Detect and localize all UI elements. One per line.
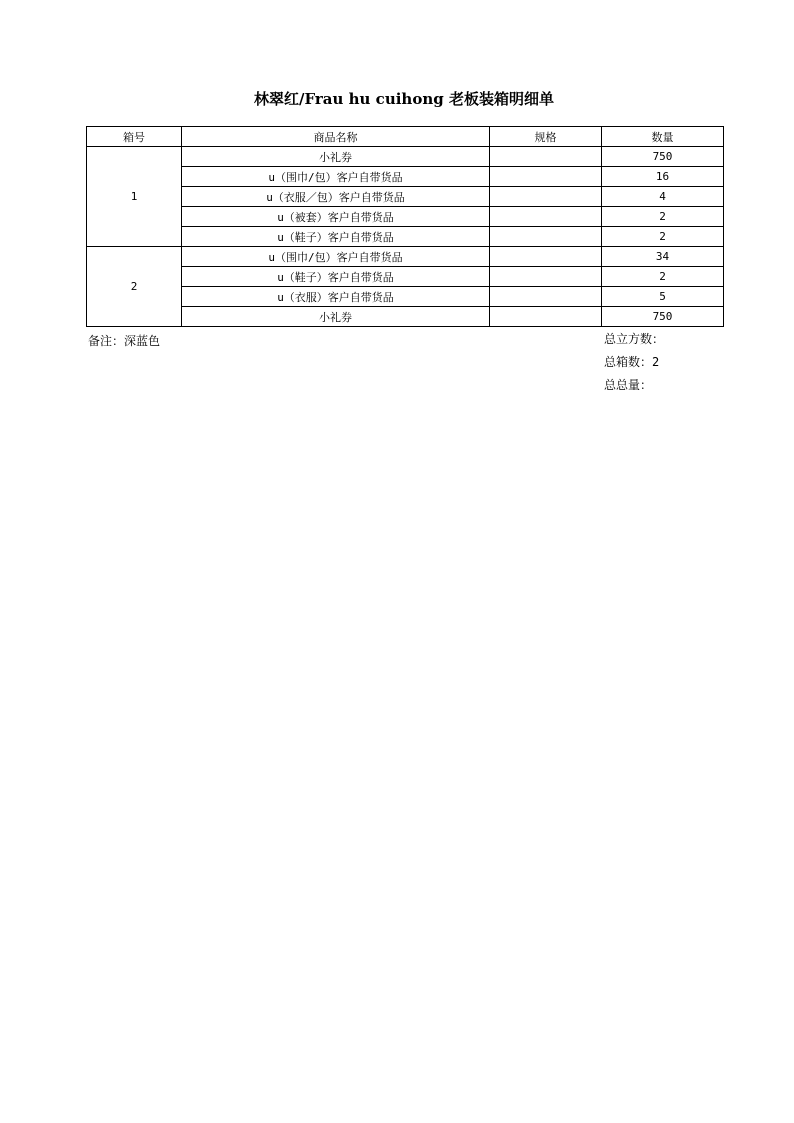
header-quantity: 数量 [602,127,724,147]
table-row [87,147,724,167]
table-row [87,167,724,187]
product-name-cell: u（鞋子）客户自带货品 [182,267,490,287]
spec-cell [490,147,602,167]
quantity-cell: 16 [602,167,724,187]
page-title: 林翠红/Frau hu cuihong 老板装箱明细单 [254,90,554,108]
product-name-cell: 小礼券 [182,307,490,327]
table-row [87,287,724,307]
spec-cell [490,207,602,227]
quantity-cell: 4 [602,187,724,207]
spec-cell [490,167,602,187]
quantity-cell: 2 [602,207,724,227]
quantity-cell: 750 [602,147,724,167]
spec-cell [490,227,602,247]
header-box-no: 箱号 [87,127,182,147]
product-name-cell: u（衣服）客户自带货品 [182,287,490,307]
quantity-cell: 750 [602,307,724,327]
box-number-cell: 1 [87,147,182,247]
spec-cell [490,247,602,267]
remark-note: 备注：深蓝色 [88,334,161,348]
product-name-cell: u（鞋子）客户自带货品 [182,227,490,247]
table-row [87,247,724,267]
product-name-cell: 小礼券 [182,147,490,167]
quantity-cell: 2 [602,227,724,247]
total-boxes-label: 总箱数：2 [604,355,660,369]
quantity-cell: 2 [602,267,724,287]
spec-cell [490,267,602,287]
total-volume-label: 总立方数： [604,332,665,346]
table-row [87,267,724,287]
spec-cell [490,187,602,207]
table-row [87,207,724,227]
product-name-cell: u（围巾/包）客户自带货品 [182,167,490,187]
table-row [87,307,724,327]
total-weight-label: 总总量： [604,378,653,392]
product-name-cell: u（被套）客户自带货品 [182,207,490,227]
quantity-cell: 34 [602,247,724,267]
header-product-name: 商品名称 [182,127,490,147]
table-row [87,227,724,247]
quantity-cell: 5 [602,287,724,307]
spec-cell [490,307,602,327]
header-spec: 规格 [490,127,602,147]
product-name-cell: u（围巾/包）客户自带货品 [182,247,490,267]
box-number-cell: 2 [87,247,182,327]
summary-block [604,328,664,397]
packing-list-table [86,126,724,327]
table-row [87,187,724,207]
table-header-row [87,127,724,147]
spec-cell [490,287,602,307]
product-name-cell: u（衣服／包）客户自带货品 [182,187,490,207]
